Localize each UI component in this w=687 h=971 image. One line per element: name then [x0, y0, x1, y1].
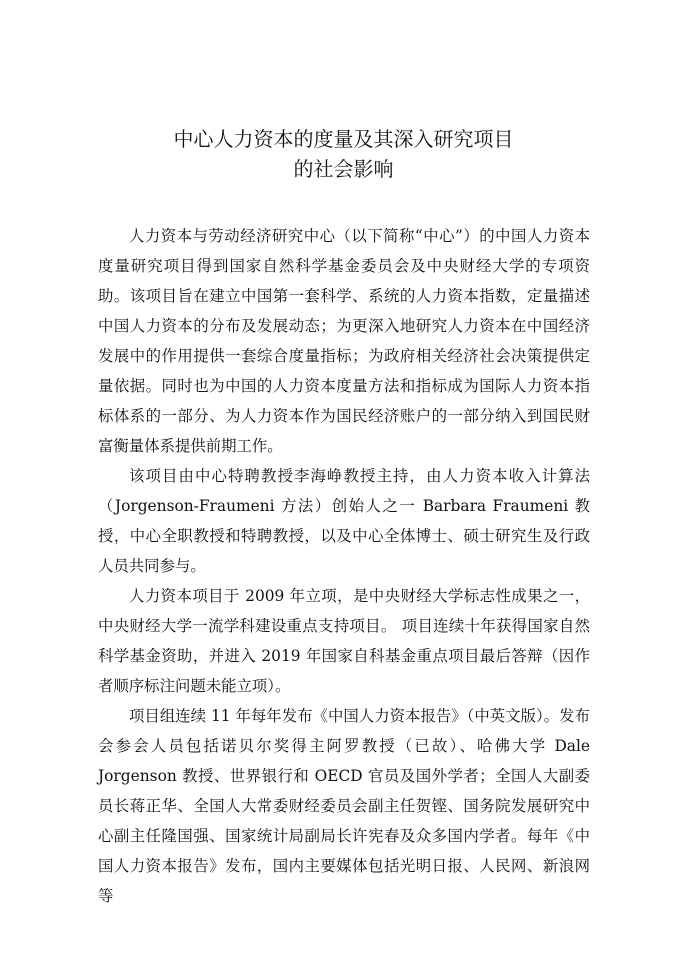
paragraph-1: 人力资本与劳动经济研究中心（以下简称“中心”）的中国人力资本度量研究项目得到国家自然科学基金委员会及中央财经大学的专项资助。该项目旨在建立中国第一套科学、系统的人力资本指数，定量描述中国人力资本的分布及发展动态；为更深入地研究人力资本在中国经济发展中的作用提供一套综合度量指标；为政府相关经济社会决策提供定量依据。同时也为中国的人力资本度量方法和指标成为国际人力资本指标体系的一部分、为人力资本作为国民经济账户的一部分纳入到国民财富衡量体系提供前期工作。 [98, 227, 590, 455]
document-body [98, 221, 590, 911]
title-line-1: 中心人力资本的度量及其深入研究项目 [173, 127, 514, 151]
title-line-2: 的社会影响 [293, 157, 394, 181]
paragraph-4: 项目组连续 11 年每年发布《中国人力资本报告》（中英文版）。发布会参会人员包括诺贝尔奖得主阿罗教授（已故）、哈佛大学 Dale Jorgenson 教授、世界银行和 OECD 官员及国外学者；全国人大副委员长蒋正华、全国人大常委财经委员会副主任贺铿、国务院发展研究中心副主任隆国强、国家统计局副局长许宪春及众多国内学者。每年《中国人力资本报告》发布，国内主要媒体包括光明日报、人民网、新浪网等 [98, 707, 590, 905]
document-title [0, 124, 687, 184]
paragraph-3: 人力资本项目于 2009 年立项，是中央财经大学标志性成果之一，中央财经大学一流学科建设重点支持项目。 项目连续十年获得国家自然科学基金资助，并进入 2019 年国家自科基金重点项目最后答辩（因作者顺序标注问题未能立项）。 [98, 587, 590, 695]
paragraph-2: 该项目由中心特聘教授李海峥教授主持，由人力资本收入计算法（Jorgenson-Fraumeni 方法）创始人之一 Barbara Fraumeni 教授，中心全职教授和特聘教授，以及中心全体博士、硕士研究生及行政人员共同参与。 [98, 467, 590, 575]
